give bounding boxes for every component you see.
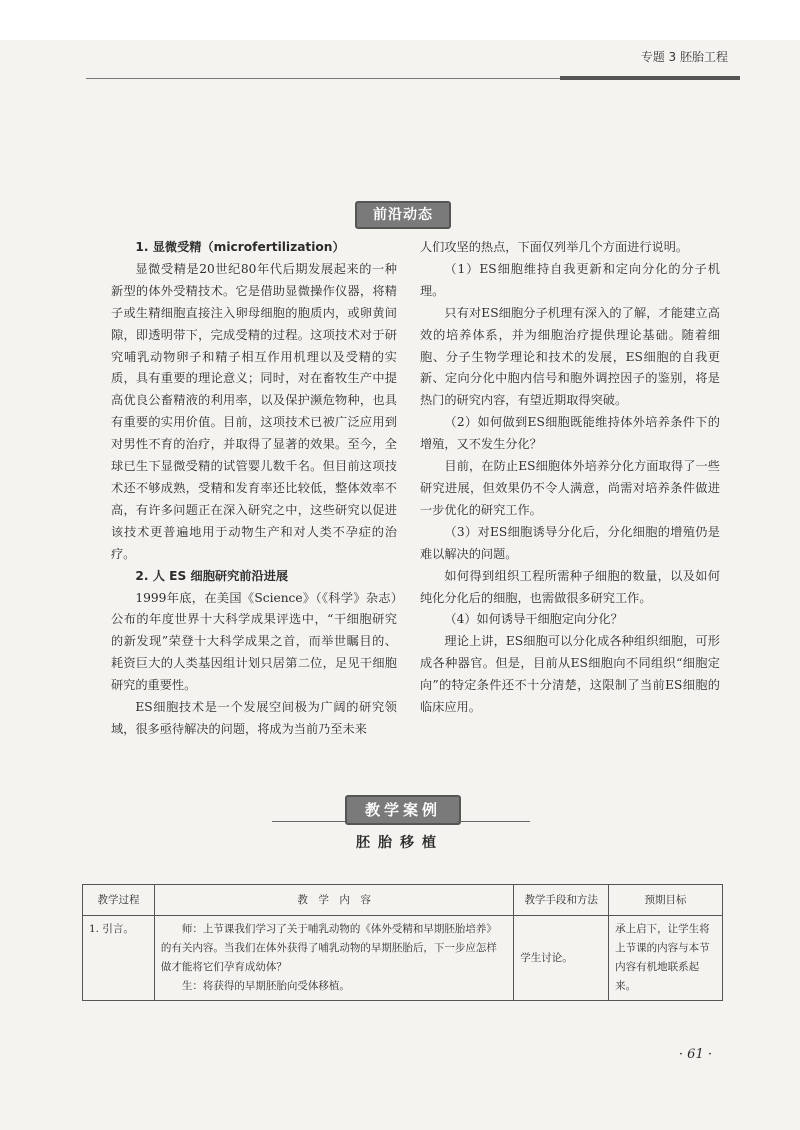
section-title-teaching-case: 教学案例	[345, 795, 461, 825]
right-column	[420, 237, 720, 719]
paragraph: （2）如何做到ES细胞既能维持体外培养条件下的增殖，又不发生分化？	[420, 415, 720, 452]
left-column	[111, 237, 397, 741]
header-process: 教学过程	[83, 885, 155, 916]
section-heading: 1. 显微受精（microfertilization）	[135, 240, 345, 254]
section-title-frontier: 前沿动态	[355, 201, 451, 229]
header-goal: 预期目标	[609, 885, 723, 916]
paragraph: （3）对ES细胞诱导分化后，分化细胞的增殖仍是难以解决的问题。	[420, 524, 720, 561]
paragraph: （1）ES细胞维持自我更新和定向分化的分子机理。	[420, 261, 720, 298]
cell-content	[154, 916, 513, 1001]
page-header	[0, 48, 740, 108]
section-rule-left	[272, 821, 345, 822]
header-title: 专题 3 胚胎工程	[640, 50, 728, 64]
header-content: 教 学 内 容	[154, 885, 513, 916]
header-rule-accent	[560, 76, 740, 80]
cell-goal: 承上启下，让学生将上节课的内容与本节内容有机地联系起来。	[609, 916, 723, 1001]
table-header-row	[83, 885, 723, 916]
student-line: 生：将获得的早期胚胎向受体移植。	[181, 980, 350, 992]
paragraph: 人们攻坚的热点，下面仅列举几个方面进行说明。	[420, 240, 689, 254]
lesson-table	[82, 884, 723, 1001]
table-row	[83, 916, 723, 1001]
section-heading: 2. 人 ES 细胞研究前沿进展	[135, 568, 289, 583]
teacher-line: 师：上节课我们学习了关于哺乳动物的《体外受精和早期胚胎培养》的有关内容。当我们在体外获得了哺乳动物的早期胚胎后，下一步应怎样做才能将它们孕育成幼体？	[160, 923, 497, 973]
paragraph: 目前，在防止ES细胞体外培养分化方面取得了一些研究进展，但效果仍不令人满意，尚需对培养条件做进一步优化的研究工作。	[420, 459, 720, 517]
paragraph: 1999年底，在美国《Science》（《科学》杂志）公布的年度世界十大科学成果评选中，“干细胞研究的新发现”荣登十大科学成果之首，而举世瞩目的、耗资巨大的人类基因组计划只居第二位，足见干细胞研究的重要性。	[111, 590, 397, 693]
paragraph: 只有对ES细胞分子机理有深入的了解，才能建立高效的培养体系，并为细胞治疗提供理论基础。随着细胞、分子生物学理论和技术的发展，ES细胞的自我更新、定向分化中胞内信号和胞外调控因子的鉴别，将是热门的研究内容，有望近期取得突破。	[420, 305, 720, 408]
page-number: · 61 ·	[678, 1047, 712, 1062]
paragraph: 显微受精是20世纪80年代后期发展起来的一种新型的体外受精技术。它是借助显微操作仪器，将精子或生精细胞直接注入卵母细胞的胞质内，或卵黄间隙，即透明带下，完成受精的过程。这项技术对于研究哺乳动物卵子和精子相互作用机理以及受精的实质，具有重要的理论意义；同时，对在畜牧生产中提高优良公畜精液的利用率，以及保护濒危物种，也具有重要的实用价值。目前，这项技术已被广泛应用到对男性不育的治疗，并取得了显著的效果。至今，全球已生下显微受精的试管婴儿数千名。但目前这项技术还不够成熟，受精和发育率还比较低，整体效率不高，有许多问题正在深入研究之中，这些研究以促进该技术更普遍地用于动物生产和对人类不孕症的治疗。	[111, 261, 397, 561]
paragraph: ES细胞技术是一个发展空间极为广阔的研究领域，很多亟待解决的问题，将成为当前乃至未来	[111, 700, 397, 736]
case-title: 胚胎移植	[356, 835, 444, 851]
paragraph: （4）如何诱导干细胞定向分化？	[444, 612, 623, 627]
paragraph: 理论上讲，ES细胞可以分化成各种组织细胞，可形成各种器官。但是，目前从ES细胞向不同组织“细胞定向”的特定条件还不十分清楚，这限制了当前ES细胞的临床应用。	[420, 634, 720, 715]
cell-process: 1. 引言。	[83, 916, 155, 1001]
paragraph: 如何得到组织工程所需种子细胞的数量，以及如何纯化分化后的细胞，也需做很多研究工作。	[420, 568, 720, 605]
section-rule-right	[457, 821, 530, 822]
cell-method: 学生讨论。	[514, 916, 609, 1001]
header-method: 教学手段和方法	[514, 885, 609, 916]
